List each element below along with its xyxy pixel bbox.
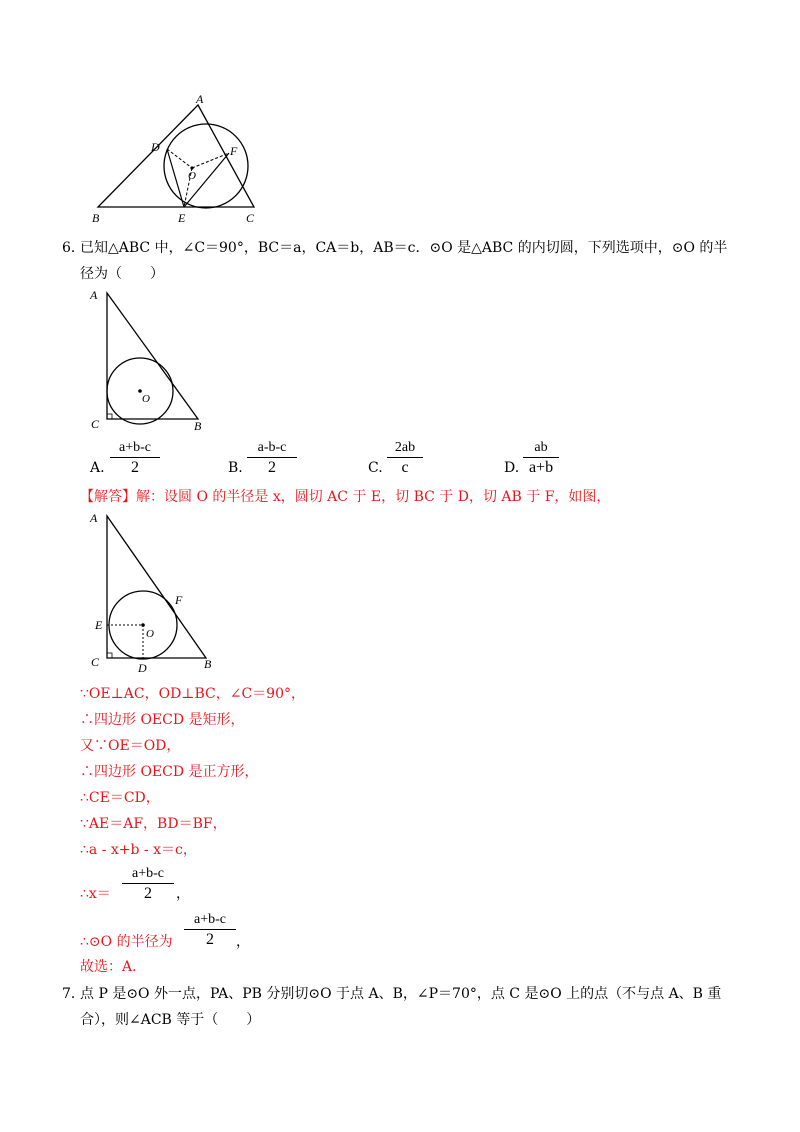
answer-radius-numerator: a+b-c xyxy=(194,912,226,927)
fraction-bar xyxy=(523,457,559,458)
triangle-answer xyxy=(107,516,206,658)
option-c-letter: C. xyxy=(368,460,383,476)
triangle-q6 xyxy=(107,293,198,419)
option-b-numerator: a-b-c xyxy=(257,440,287,455)
answer-tag: 【解答】 xyxy=(80,489,136,505)
answer-step-2: ∴四边形 OECD 是矩形， xyxy=(80,712,245,728)
label-o: O xyxy=(188,170,196,182)
fraction-bar xyxy=(184,929,236,930)
label-c: C xyxy=(246,211,255,225)
label-o: O xyxy=(142,393,150,405)
label-a: A xyxy=(196,95,204,106)
answer-radius-denominator: 2 xyxy=(206,931,214,948)
label-c: C xyxy=(91,655,100,669)
label-b: B xyxy=(194,419,202,433)
answer-intro xyxy=(80,488,610,506)
answer-x-numerator: a+b-c xyxy=(132,866,164,881)
fraction-bar xyxy=(387,457,423,458)
answer-x-denominator: 2 xyxy=(144,885,152,902)
label-b: B xyxy=(92,211,100,225)
label-e: E xyxy=(95,618,103,632)
answer-x-fraction xyxy=(122,866,174,903)
option-b-fraction xyxy=(247,440,297,477)
fraction-bar xyxy=(110,457,160,458)
label-o: O xyxy=(146,628,154,640)
fraction-bar xyxy=(247,457,297,458)
q7-number: 7． xyxy=(62,986,85,1002)
answer-step-1: ∵OE⊥AC，OD⊥BC，∠C＝90°， xyxy=(80,686,305,702)
q6-stem-line2: 径为（ ） xyxy=(80,266,164,282)
answer-radius-suffix: ， xyxy=(236,934,250,950)
right-angle-mark xyxy=(107,414,112,419)
answer-x-prefix: ∴x＝ xyxy=(80,886,111,902)
answer-step-6: ∵AE＝AF，BD＝BF， xyxy=(80,816,227,832)
right-angle-mark xyxy=(107,653,112,658)
label-b: B xyxy=(204,657,212,671)
label-d: D xyxy=(138,661,147,673)
q6-stem-line1: 已知△ABC 中，∠C＝90°，BC＝a，CA＝b，AB＝c．⊙O 是△ABC 的内切圆，下列选项中，⊙O 的半 xyxy=(80,240,728,256)
label-f: F xyxy=(175,593,183,607)
option-a-numerator: a+b-c xyxy=(119,440,151,455)
answer-choice: 故选：A． xyxy=(80,959,147,975)
label-c: C xyxy=(91,417,100,431)
answer-step-5: ∴CE＝CD， xyxy=(80,790,160,806)
incircle xyxy=(164,124,248,208)
option-d-numerator: ab xyxy=(534,440,548,455)
figure-right-triangle-answer xyxy=(86,508,226,673)
option-c-numerator: 2ab xyxy=(394,440,416,455)
answer-step-7: ∴a - x+b - x＝c， xyxy=(80,842,197,858)
answer-step-3: 又∵OE＝OD， xyxy=(80,738,181,754)
segment-de xyxy=(167,149,184,207)
figure-right-triangle-q6 xyxy=(86,285,216,435)
q7-stem-line2: 合），则∠ACB 等于（ ） xyxy=(80,1012,261,1028)
option-d-denominator: a+b xyxy=(528,459,554,476)
option-a-denominator: 2 xyxy=(131,459,139,476)
label-e: E xyxy=(178,211,186,225)
answer-x-suffix: ， xyxy=(176,886,190,902)
figure-triangle-incircle-1 xyxy=(90,95,270,225)
option-b-letter: B. xyxy=(228,460,243,476)
fraction-bar xyxy=(122,883,174,884)
label-d: D xyxy=(151,140,160,154)
answer-step-4: ∴四边形 OECD 是正方形， xyxy=(80,764,259,780)
option-a-letter: A. xyxy=(90,460,105,476)
option-c-fraction xyxy=(387,440,423,477)
label-a: A xyxy=(90,511,98,525)
answer-radius-prefix: ∴⊙O 的半径为 xyxy=(80,934,173,950)
label-f: F xyxy=(230,144,238,158)
option-b-denominator: 2 xyxy=(268,459,276,476)
label-a: A xyxy=(90,288,98,302)
q6-number: 6． xyxy=(62,240,85,256)
option-d-fraction xyxy=(523,440,559,477)
option-c-denominator: c xyxy=(401,459,409,476)
answer-radius-fraction xyxy=(184,912,236,949)
answer-intro-text: 解：设圆 O 的半径是 x，圆切 AC 于 E，切 BC 于 D，切 AB 于 F，如图， xyxy=(136,489,611,505)
center-dot-answer xyxy=(141,623,145,627)
option-a-fraction xyxy=(110,440,160,477)
option-d-letter: D. xyxy=(504,460,520,476)
q7-stem-line1: 点 P 是⊙O 外一点，PA、PB 分别切⊙O 于点 A、B，∠P＝70°，点 C 是⊙O 上的点（不与点 A、B 重 xyxy=(80,986,722,1002)
segment-od xyxy=(167,149,192,168)
